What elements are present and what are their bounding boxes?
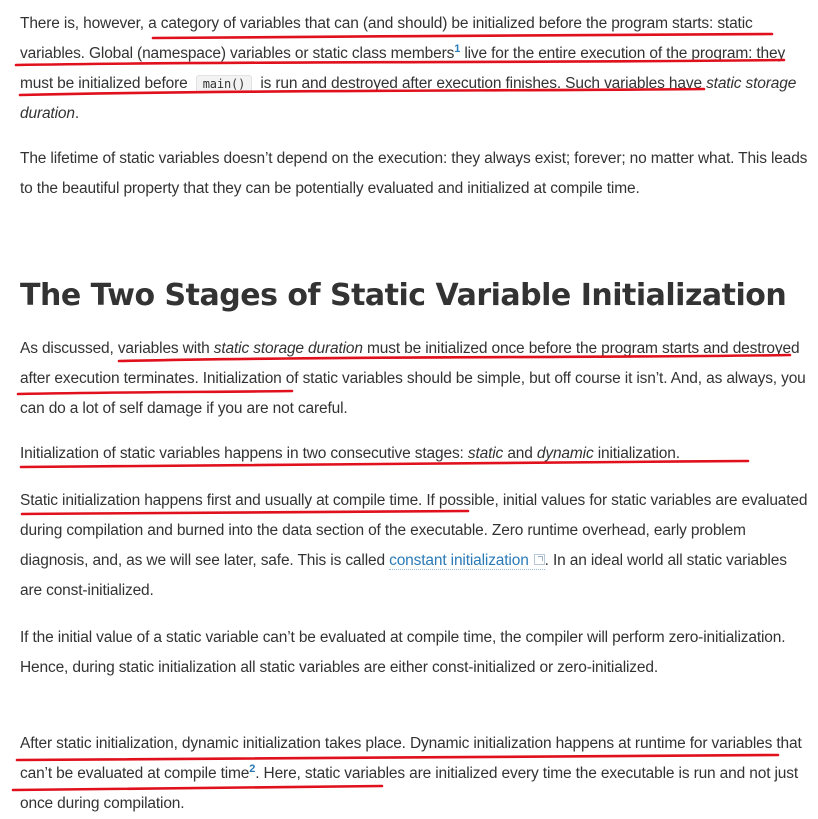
paragraph-static-init xyxy=(20,486,810,606)
p4-text-2: and xyxy=(503,445,537,462)
p4-text-3: initialization. xyxy=(593,445,680,462)
p4-emphasis-static: static xyxy=(467,445,504,462)
link-label: constant initialization xyxy=(389,552,529,569)
p1-emphasis: static storage duration xyxy=(20,75,797,122)
section-heading: The Two Stages of Static Variable Initialization xyxy=(20,278,787,313)
p5-text-2: . In an ideal world all static variables are const-initialized. xyxy=(20,552,787,599)
p3-emphasis: static storage duration xyxy=(213,340,363,357)
footnote-ref-2[interactable]: 2 xyxy=(249,762,256,775)
p1-text-3: is run and destroyed after execution finishes. Such variables have xyxy=(256,75,707,92)
inline-code-main: main() xyxy=(196,75,252,93)
external-link-icon xyxy=(534,554,545,565)
paragraph-zero-init: If the initial value of a static variable can’t be evaluated at compile time, the compiler will perform zero-initialization. Hence, during static initialization all static variables are either const-initialized or zero-initialized. xyxy=(20,629,786,676)
p3-text-1: As discussed, variables with xyxy=(20,340,214,357)
paragraph-static-variables xyxy=(20,9,810,129)
paragraph-dynamic-init xyxy=(20,729,810,819)
p5-text-1: Static initialization happens first and usually at compile time. If possible, initial values for static variables are evaluated during compilation and burned into the data section of the executable. Zero runtime overhead, early problem diagnosis, and, as we will see later, safe. This is called xyxy=(20,492,808,569)
paragraph-two-stages xyxy=(20,439,680,469)
p1-text-2: live for the entire execution of the program: they must be initialized before xyxy=(20,45,786,92)
p1-text-4: . xyxy=(74,105,79,122)
p4-text-1: Initialization of static variables happens in two consecutive stages: xyxy=(20,445,468,462)
p4-emphasis-dynamic: dynamic xyxy=(536,445,594,462)
p1-text-1: There is, however, a category of variables that can (and should) be initialized before the program starts: static variables. Global (namespace) variables or static class members xyxy=(20,15,753,62)
p3-text-2: must be initialized once before the program starts and destroyed after execution terminates. Initialization of static variables should be simple, but off course it isn’t. And, as always, you can do a lot of self damage if you are not careful. xyxy=(20,340,806,417)
paragraph-as-discussed xyxy=(20,334,810,424)
p7-text-1: After static initialization, dynamic initialization takes place. Dynamic initialization happens at runtime for variables that can’t be evaluated at compile time xyxy=(20,735,802,782)
p7-text-2: . Here, static variables are initialized every time the executable is run and not just once during compilation. xyxy=(20,765,799,812)
constant-initialization-link[interactable] xyxy=(389,552,545,570)
footnote-ref-1[interactable]: 1 xyxy=(454,42,461,55)
paragraph-lifetime: The lifetime of static variables doesn’t depend on the execution: they always exist; forever; no matter what. This leads to the beautiful property that they can be potentially evaluated and initialized at compile time. xyxy=(20,150,808,197)
